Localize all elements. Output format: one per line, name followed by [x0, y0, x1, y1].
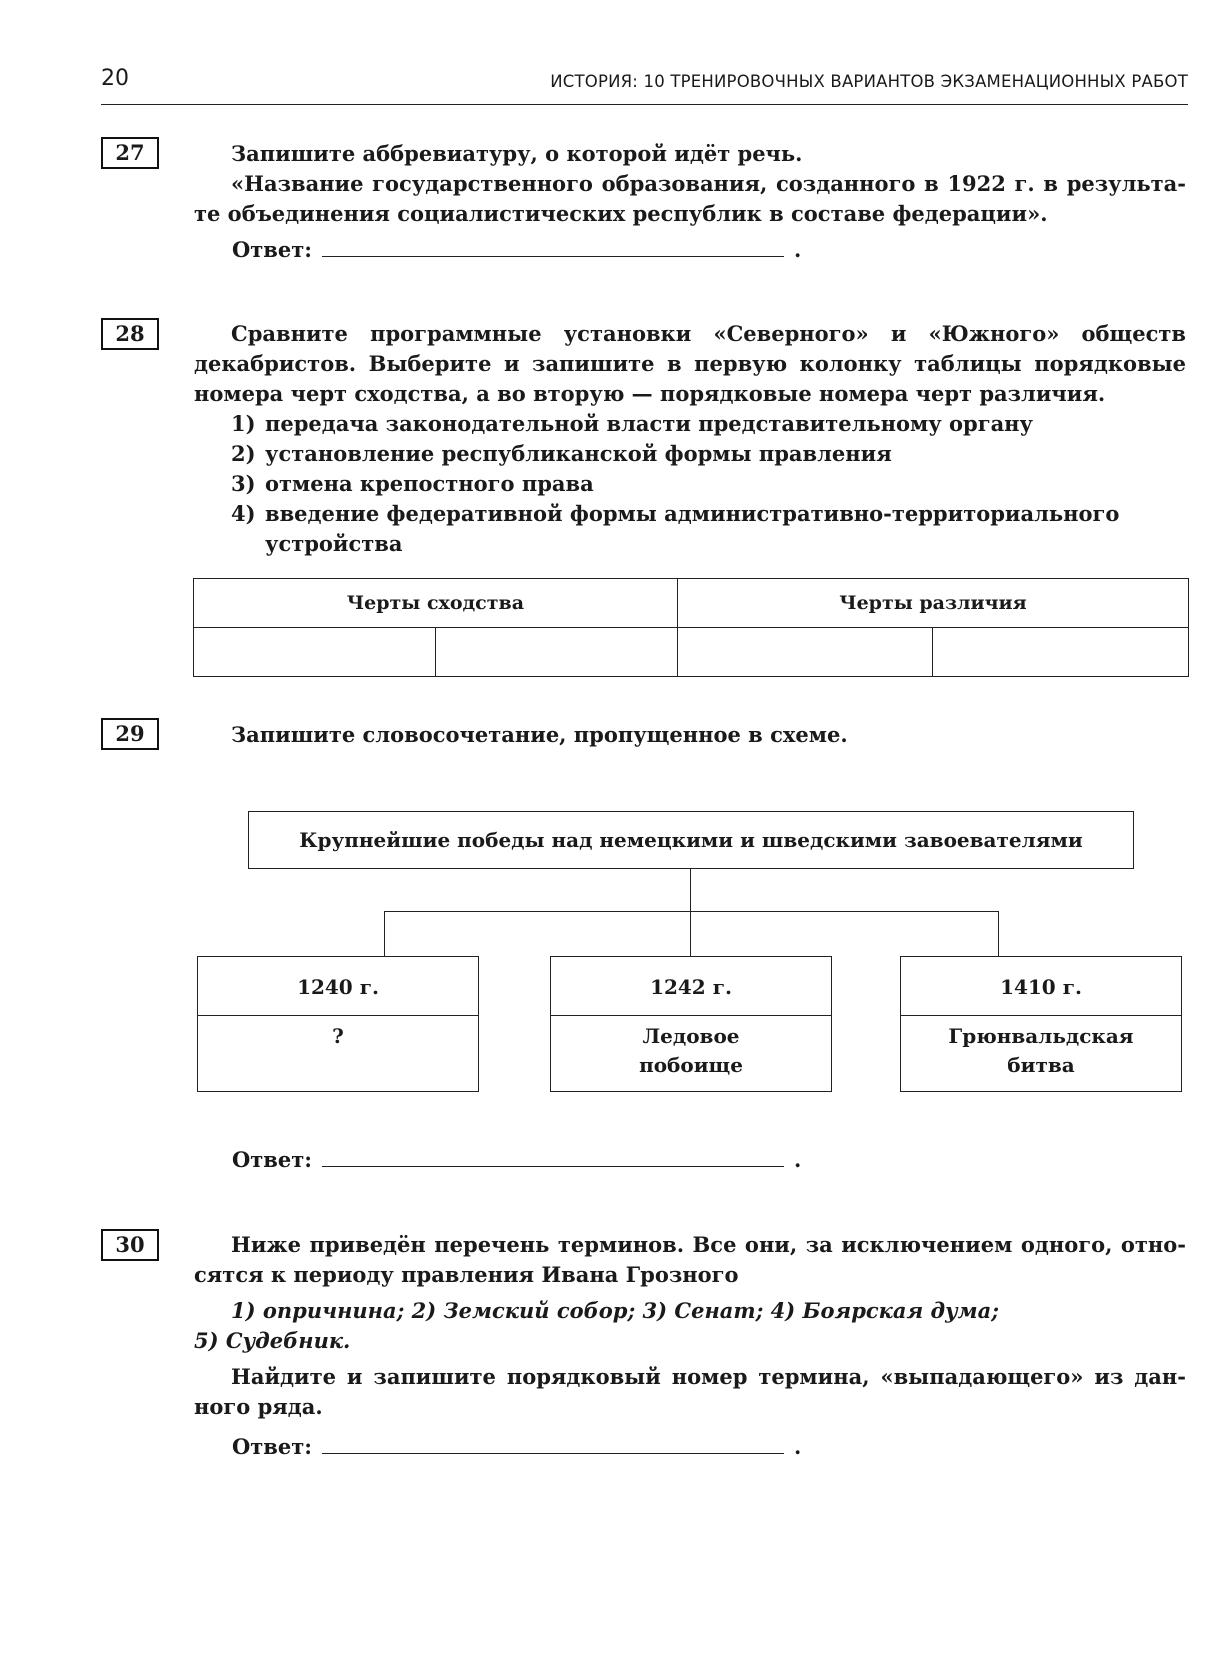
answer-label: Ответ:: [232, 1434, 313, 1459]
task-28-line1: Сравните программные установки «Северного» и «Южного» обществ: [231, 321, 1186, 346]
task-30-line1: Ниже приведён перечень терминов. Все они, за исключением одного, отно-: [231, 1232, 1186, 1257]
task-27-text: [194, 139, 1186, 229]
task-30-find-line1: Найдите и запишите порядковый номер термина, «выпадающего» из дан-: [231, 1364, 1186, 1389]
answer-cell[interactable]: [933, 628, 1189, 677]
option-text: введение федеративной формы административно-территориального: [265, 501, 1120, 526]
answer-dot: .: [794, 1147, 802, 1172]
scheme-box-1240: [197, 956, 479, 1092]
task-28-option-3: [231, 469, 1186, 499]
task-28-option-1: [231, 409, 1186, 439]
task-number-30: 30: [101, 1229, 159, 1261]
option-text: устройства: [265, 531, 403, 556]
task-27-quote-line1: «Название государственного образования, созданного в 1922 г. в результа-: [231, 171, 1186, 196]
answer-dot: .: [794, 1434, 802, 1459]
task-27-answer[interactable]: [232, 237, 801, 262]
scheme-year: 1410 г.: [901, 957, 1181, 1016]
table-header-similarities: Черты сходства: [194, 579, 678, 628]
answer-line[interactable]: [322, 255, 784, 257]
task-29-instruction: Запишите словосочетание, пропущенное в схеме.: [231, 722, 848, 747]
option-number: 4): [231, 501, 256, 526]
answer-label: Ответ:: [232, 1147, 313, 1172]
task-28-answer-table: [193, 578, 1189, 677]
table-header-differences: Черты различия: [677, 579, 1188, 628]
scheme-event-line: Ледовое: [642, 1024, 740, 1048]
task-29-text: [194, 720, 1186, 750]
task-28-option-4-cont: [231, 529, 1186, 559]
scheme-year: 1240 г.: [198, 957, 478, 1016]
scheme-connector: [690, 911, 691, 956]
task-27-quote-line2: те объединения социалистических республик в составе федерации».: [194, 201, 1048, 226]
scheme-connector: [384, 911, 998, 912]
task-28-line2: декабристов. Выберите и запишите в первую колонку таблицы порядковые: [194, 351, 1186, 376]
answer-cell[interactable]: [677, 628, 933, 677]
task-30-text: [194, 1230, 1186, 1422]
answer-cell[interactable]: [194, 628, 436, 677]
page-number: 20: [101, 66, 129, 91]
task-30-answer[interactable]: [232, 1434, 801, 1459]
scheme-box-1410: [900, 956, 1182, 1092]
task-28-option-4: [231, 499, 1186, 529]
task-28-line3: номера черт сходства, а во вторую — порядковые номера черт различия.: [194, 381, 1106, 406]
task-28-option-2: [231, 439, 1186, 469]
answer-line[interactable]: [322, 1452, 784, 1454]
scheme-event: [901, 1016, 1181, 1080]
task-27-instruction: Запишите аббревиатуру, о которой идёт речь.: [231, 141, 803, 166]
task-30-find-line2: ного ряда.: [194, 1394, 323, 1419]
scheme-event-line: побоище: [639, 1053, 743, 1077]
option-text: отмена крепостного права: [265, 471, 594, 496]
scheme-connector: [998, 911, 999, 956]
header-rule: [101, 104, 1188, 105]
task-number-29: 29: [101, 718, 159, 750]
scheme-connector: [384, 911, 385, 956]
scheme-connector: [690, 869, 691, 912]
option-number: 1): [231, 411, 256, 436]
scheme-year: 1242 г.: [551, 957, 831, 1016]
task-number-27: 27: [101, 137, 159, 169]
scheme-event-line: битва: [1007, 1053, 1075, 1077]
option-number: 3): [231, 471, 256, 496]
task-28-text: [194, 319, 1186, 559]
answer-label: Ответ:: [232, 237, 313, 262]
option-text: установление республиканской формы правления: [265, 441, 892, 466]
task-30-terms-line2: 5) Судебник.: [194, 1328, 351, 1353]
answer-cell[interactable]: [435, 628, 677, 677]
task-30-line2: сятся к периоду правления Ивана Грозного: [194, 1262, 739, 1287]
option-number: 2): [231, 441, 256, 466]
scheme-event-missing: ?: [332, 1024, 344, 1048]
scheme-box-1242: [550, 956, 832, 1092]
task-29-answer[interactable]: [232, 1147, 801, 1172]
task-number-28: 28: [101, 318, 159, 350]
option-text: передача законодательной власти представительному органу: [265, 411, 1033, 436]
answer-line[interactable]: [322, 1165, 784, 1167]
answer-dot: .: [794, 237, 802, 262]
scheme-event: [551, 1016, 831, 1080]
task-30-terms-line1: 1) опричнина; 2) Земский собор; 3) Сенат; 4) Боярская дума;: [231, 1298, 999, 1323]
running-title: ИСТОРИЯ: 10 ТРЕНИРОВОЧНЫХ ВАРИАНТОВ ЭКЗАМЕНАЦИОННЫХ РАБОТ: [550, 72, 1188, 91]
scheme-event-line: Грюнвальдская: [948, 1024, 1134, 1048]
scheme-top-box: Крупнейшие победы над немецкими и шведскими завоевателями: [248, 811, 1134, 869]
